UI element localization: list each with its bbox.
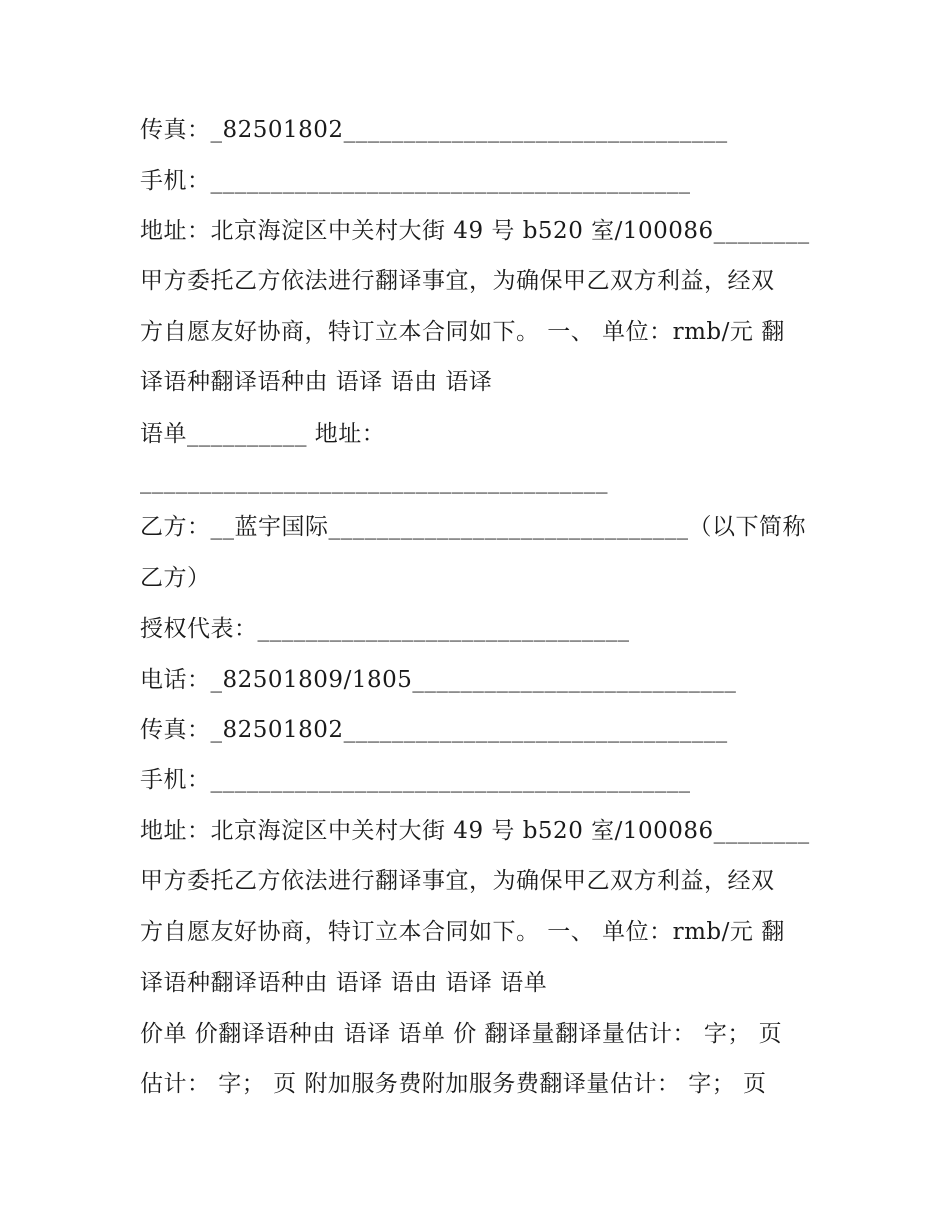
- body-paragraph-line: 估计： 字； 页 附加服务费附加服务费翻译量估计： 字； 页: [140, 1071, 767, 1097]
- mobile-line-2: 手机：________________________________________: [140, 767, 691, 793]
- mobile-line-1: 手机：________________________________________: [140, 168, 691, 194]
- fax-line-1: 传真：_82501802________________________________: [140, 117, 728, 143]
- address-line-2: 地址：北京海淀区中关村大街 49 号 b520 室/100086________: [140, 818, 810, 844]
- body-paragraph-line: 价单 价翻译语种由 语译 语单 价 翻译量翻译量估计： 字； 页: [140, 1021, 783, 1047]
- body-paragraph-line: 译语种翻译语种由 语译 语由 语译: [140, 369, 493, 395]
- authorized-rep-line: 授权代表：_______________________________: [140, 616, 630, 642]
- party-b-line: 乙方：__蓝宇国际______________________________（以下简称: [140, 514, 806, 540]
- body-paragraph-line: 方自愿友好协商，特订立本合同如下。 一、 单位：rmb/元 翻: [140, 919, 785, 945]
- fax-line-2: 传真：_82501802________________________________: [140, 717, 728, 743]
- blank-underline: _______________________________________: [140, 468, 608, 494]
- body-paragraph-line: 甲方委托乙方依法进行翻译事宜，为确保甲乙双方利益，经双: [140, 268, 775, 294]
- party-b-line-cont: 乙方）: [140, 565, 211, 591]
- body-paragraph-line: 甲方委托乙方依法进行翻译事宜，为确保甲乙双方利益，经双: [140, 868, 775, 894]
- body-paragraph-line: 方自愿友好协商，特订立本合同如下。 一、 单位：rmb/元 翻: [140, 319, 785, 345]
- phone-line: 电话：_82501809/1805___________________________: [140, 667, 737, 693]
- unit-address-line: 语单__________ 地址：: [140, 421, 386, 447]
- body-paragraph-line: 译语种翻译语种由 语译 语由 语译 语单: [140, 970, 548, 996]
- address-line-1: 地址：北京海淀区中关村大街 49 号 b520 室/100086________: [140, 218, 810, 244]
